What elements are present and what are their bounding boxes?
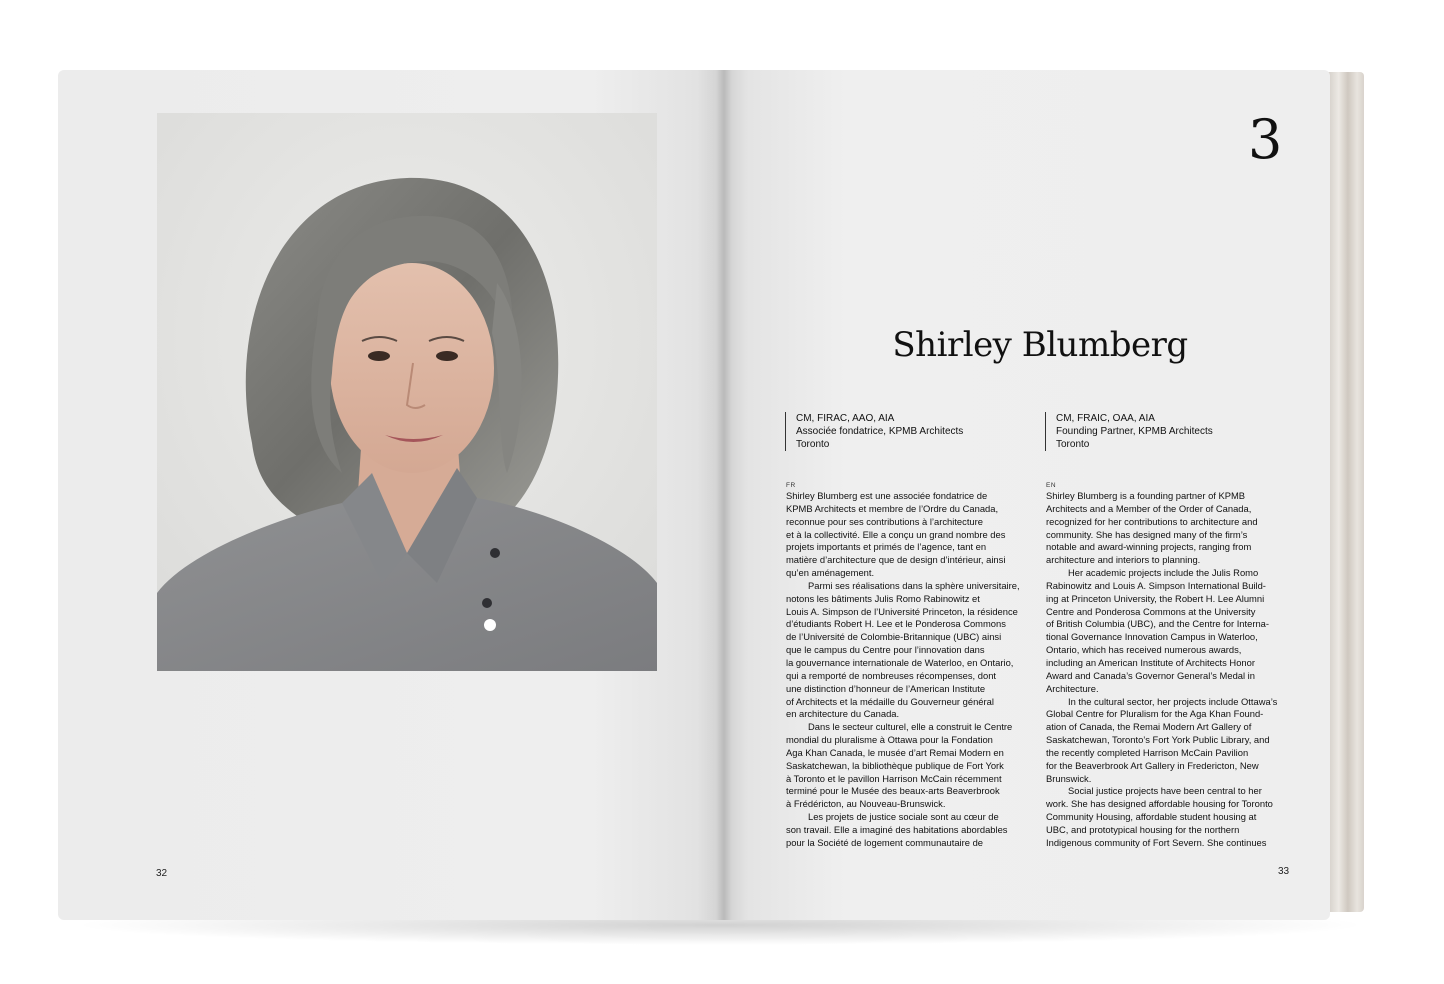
body-line: community. She has designed many of the firm’s bbox=[1046, 528, 1248, 540]
body-line: Ontario, which has received numerous awards, bbox=[1046, 644, 1242, 656]
body-line: work. She has designed affordable housing for Toronto bbox=[1046, 798, 1273, 810]
credentials-fr-line: CM, FIRAC, AAO, AIA bbox=[796, 413, 895, 424]
body-line: à Frédéricton, au Nouveau-Brunswick. bbox=[786, 798, 946, 810]
body-line: for the Beaverbrook Art Gallery in Fredericton, New bbox=[1046, 759, 1259, 771]
body-line: une distinction d’honneur de l’American Institute bbox=[786, 682, 986, 694]
body-line: Award and Canada’s Governor General’s Medal in bbox=[1046, 669, 1255, 681]
body-line: à Toronto et le pavillon Harrison McCain récemment bbox=[786, 772, 1002, 784]
body-line: UBC, and prototypical housing for the northern bbox=[1046, 823, 1240, 835]
body-line: Centre and Ponderosa Commons at the University bbox=[1046, 605, 1256, 617]
body-line: Saskatchewan, Toronto’s Fort York Public Library, and bbox=[1046, 734, 1270, 746]
credentials-fr bbox=[785, 412, 1036, 451]
body-line: pour la Société de logement communautaire de bbox=[786, 836, 983, 848]
body-line: Social justice projects have been central to her bbox=[1068, 785, 1262, 797]
body-line: KPMB Architects et membre de l’Ordre du Canada, bbox=[786, 502, 999, 514]
body-line: terminé pour le Musée des beaux-arts Beaverbrook bbox=[786, 785, 1000, 797]
body-line: Architecture. bbox=[1046, 682, 1099, 694]
language-label-en: EN bbox=[1046, 482, 1057, 489]
body-line: qui a remporté de nombreuses récompenses, dont bbox=[786, 669, 997, 681]
credentials-fr-line: Associée fondatrice, KPMB Architects bbox=[796, 426, 964, 437]
book-gutter bbox=[716, 70, 732, 920]
person-name: Shirley Blumberg bbox=[892, 325, 1188, 365]
body-line: the recently completed Harrison McCain Pavilion bbox=[1046, 746, 1249, 758]
body-line: In the cultural sector, her projects include Ottawa’s bbox=[1068, 695, 1278, 707]
body-line: Her academic projects include the Julis Romo bbox=[1068, 567, 1259, 579]
body-line: Brunswick. bbox=[1046, 772, 1092, 784]
body-line: Saskatchewan, la bibliothèque publique de Fort York bbox=[786, 759, 1004, 771]
page-number-right: 33 bbox=[1278, 866, 1290, 877]
body-line: son travail. Elle a imaginé des habitations abordables bbox=[786, 823, 1008, 835]
credentials-en-line: Founding Partner, KPMB Architects bbox=[1056, 426, 1213, 437]
credentials-en bbox=[1045, 412, 1296, 451]
body-text-en bbox=[1046, 490, 1292, 850]
body-line: reconnue pour ses contributions à l’architecture bbox=[786, 515, 983, 527]
body-line: Community Housing, affordable student housing at bbox=[1046, 811, 1257, 823]
body-line: Architects and a Member of the Order of Canada, bbox=[1046, 502, 1252, 514]
body-line: projets importants et primés de l’agence, tant en bbox=[786, 541, 987, 553]
body-line: Shirley Blumberg is a founding partner of KPMB bbox=[1046, 490, 1246, 501]
body-line: recognized for her contributions to architecture and bbox=[1046, 515, 1258, 527]
body-line: of Architects et la médaille du Gouverneur général bbox=[786, 695, 994, 707]
body-line: tional Governance Innovation Campus in Waterloo, bbox=[1046, 631, 1258, 643]
body-line: en architecture du Canada. bbox=[786, 708, 900, 720]
credentials-en-line: Toronto bbox=[1056, 439, 1090, 450]
body-line: Les projets de justice sociale sont au cœur de bbox=[808, 811, 999, 823]
body-line: Louis A. Simpson de l’Université Princeton, la résidence bbox=[786, 605, 1018, 617]
body-line: notable and award-winning projects, ranging from bbox=[1046, 541, 1252, 553]
body-line: mondial du pluralisme à Ottawa pour la Fondation bbox=[786, 734, 993, 746]
credentials-en-line: CM, FRAIC, OAA, AIA bbox=[1056, 413, 1155, 424]
body-line: Parmi ses réalisations dans la sphère universitaire, bbox=[808, 579, 1020, 591]
body-line: de l’Université de Colombie-Britannique (UBC) ainsi bbox=[786, 631, 1002, 643]
body-line: qu’en aménagement. bbox=[786, 567, 875, 579]
body-line: ation of Canada, the Remai Modern Art Gallery of bbox=[1046, 721, 1252, 733]
body-line: Shirley Blumberg est une associée fondatrice de bbox=[786, 490, 988, 501]
language-label-fr: FR bbox=[786, 482, 796, 489]
body-line: notons les bâtiments Julis Romo Rabinowitz et bbox=[786, 592, 980, 604]
body-line: matière d’architecture que de design d’intérieur, ainsi bbox=[786, 554, 1006, 566]
body-line: Dans le secteur culturel, elle a construit le Centre bbox=[808, 721, 1013, 733]
body-line: architecture and interiors to planning. bbox=[1046, 554, 1201, 566]
credentials-fr-line: Toronto bbox=[796, 439, 830, 450]
body-line: et à la collectivité. Elle a conçu un grand nombre des bbox=[786, 528, 1006, 540]
body-line: que le campus du Centre pour l’innovation dans bbox=[786, 644, 985, 656]
body-text-fr bbox=[786, 490, 1032, 850]
body-line: la gouvernance internationale de Waterloo, en Ontario, bbox=[786, 656, 1014, 668]
portrait-photo bbox=[157, 113, 657, 671]
body-line: Aga Khan Canada, le musée d’art Remai Modern en bbox=[786, 746, 1004, 758]
page-number-left: 32 bbox=[156, 868, 168, 879]
body-line: including an American Institute of Architects Honor bbox=[1046, 656, 1255, 668]
body-line: d’étudiants Robert H. Lee et le Ponderosa Commons bbox=[786, 618, 1006, 630]
chapter-number: 3 bbox=[1248, 108, 1283, 171]
body-line: of British Columbia (UBC), and the Centre for Interna- bbox=[1046, 618, 1270, 630]
body-line: Global Centre for Pluralism for the Aga Khan Found- bbox=[1046, 708, 1264, 720]
body-line: Rabinowitz and Louis A. Simpson International Build- bbox=[1046, 579, 1266, 591]
body-line: ing at Princeton University, the Robert H. Lee Alumni bbox=[1046, 592, 1265, 604]
body-line: Indigenous community of Fort Severn. She continues bbox=[1046, 836, 1267, 848]
